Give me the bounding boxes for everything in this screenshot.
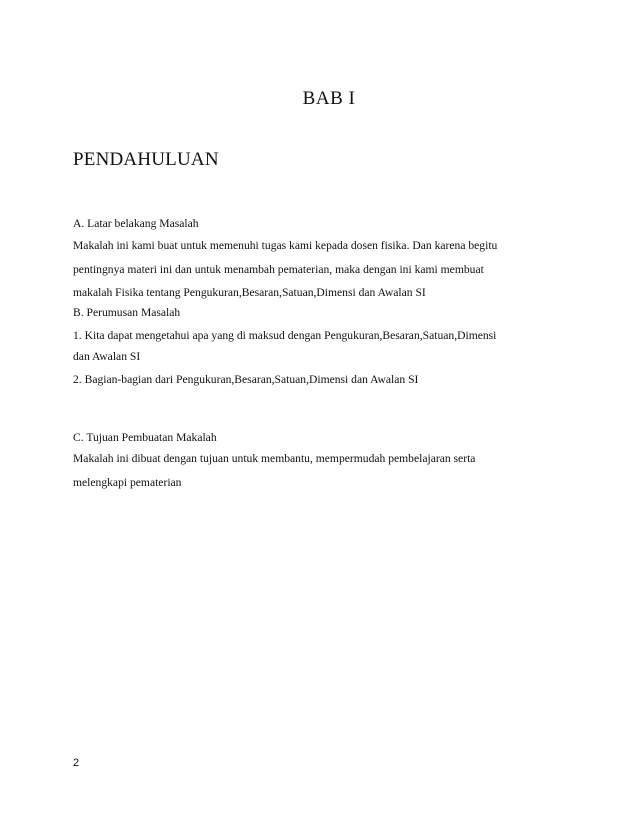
chapter-number: BAB I [302, 88, 356, 109]
section-c-heading: C. Tujuan Pembuatan Makalah [73, 431, 217, 444]
section-b-line: 2. Bagian-bagian dari Pengukuran,Besaran,Satuan,Dimensi dan Awalan SI [73, 373, 419, 386]
section-a-heading: A. Latar belakang Masalah [73, 217, 199, 230]
chapter-title: PENDAHULUAN [73, 149, 219, 170]
section-b-line: dan Awalan SI [73, 350, 141, 363]
section-a-line: pentingnya materi ini dan untuk menambah pematerian, maka dengan ini kami membuat [73, 263, 484, 276]
section-a-line: Makalah ini kami buat untuk memenuhi tugas kami kepada dosen fisika. Dan karena begitu [73, 239, 498, 252]
section-c-line: Makalah ini dibuat dengan tujuan untuk membantu, mempermudah pembelajaran serta [73, 452, 476, 465]
section-a-line: makalah Fisika tentang Pengukuran,Besaran,Satuan,Dimensi dan Awalan SI [73, 286, 426, 299]
section-c-line: melengkapi pematerian [73, 476, 182, 489]
section-b-heading: B. Perumusan Masalah [73, 306, 181, 319]
section-b-line: 1. Kita dapat mengetahui apa yang di maksud dengan Pengukuran,Besaran,Satuan,Dimensi [73, 329, 497, 342]
page-number: 2 [73, 757, 80, 769]
